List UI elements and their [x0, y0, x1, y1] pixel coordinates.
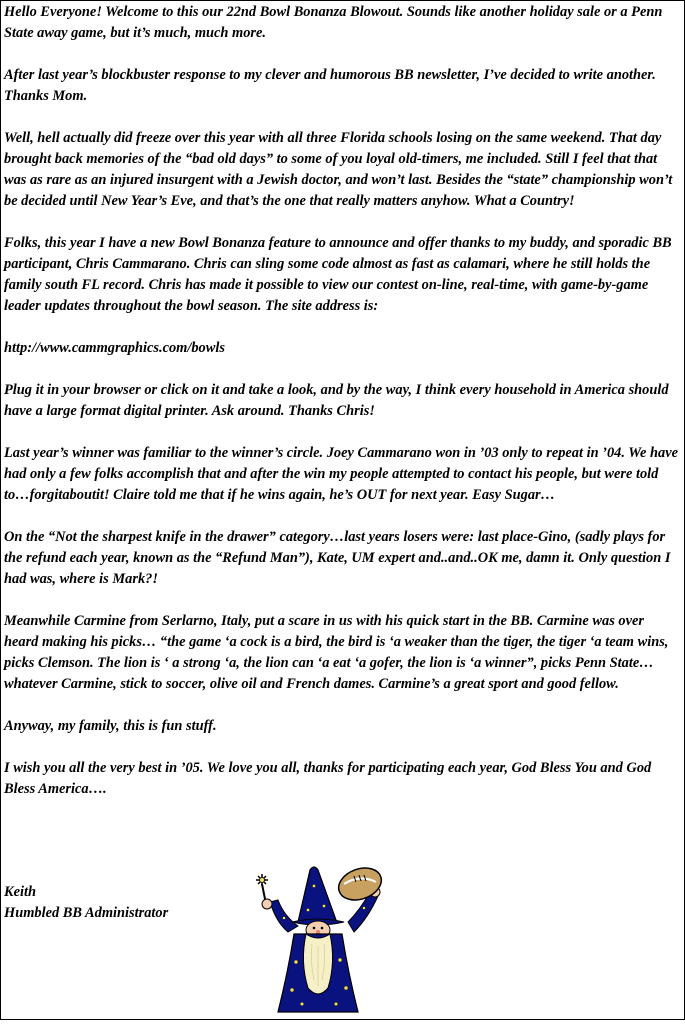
letter-body: [4, 2, 680, 821]
paragraph-florida-schools: Well, hell actually did freeze over this year with all three Florida schools losing on the same weekend. That day brought back memories of the “bad old days” to some of you loyal old-timers, me included. Still I feel that that was as rare as an injured insurgent with a Jewish doctor, and won’t last. Besides the “state” championship won’t be decided until New Year’s Eve, and that’s the one that really matters anyhow. What a Country!: [4, 130, 673, 209]
site-address-link[interactable]: http://www.cammgraphics.com/bowls: [4, 340, 225, 356]
paragraph-greeting: Hello Everyone! Welcome to this our 22nd Bowl Bonanza Blowout. Sounds like another holiday sale or a Penn State away game, but it’s much, much more.: [4, 4, 663, 41]
paragraph-thanks-chris: Plug it in your browser or click on it and take a look, and by the way, I think every household in America should have a large format digital printer. Ask around. Thanks Chris!: [4, 382, 669, 419]
paragraph-fun-stuff: Anyway, my family, this is fun stuff.: [4, 718, 217, 734]
paragraph-last-winner: Last year’s winner was familiar to the winner’s circle. Joey Cammarano won in ’03 only to repeat in ’04. We have had only a few folks accomplish that and after the win my people attempted to contact his people, but were told to…forgitaboutit! Claire told me that if he wins again, he’s OUT for next year. Easy Sugar…: [4, 445, 678, 503]
signature-block: [4, 882, 168, 924]
paragraph-new-feature: Folks, this year I have a new Bowl Bonanza feature to announce and offer thanks to my buddy, and sporadic BB participant, Chris Cammarano. Chris can sling some code almost as fast as calamari, where he still holds the family south FL record. Chris has made it possible to view our contest on-line, real-time, with game-by-game leader updates throughout the bowl season. The site address is:: [4, 235, 672, 314]
wizard-with-football-icon: [236, 862, 416, 1022]
paragraph-losers: On the “Not the sharpest knife in the drawer” category…last years losers were: last place-Gino, (sadly plays for the refund each year, known as the “Refund Man”), Kate, UM expert and..and..OK me, damn it. Only question I had was, where is Mark?!: [4, 529, 671, 587]
signature-name: Keith: [4, 884, 36, 900]
paragraph-carmine: Meanwhile Carmine from Serlarno, Italy, put a scare in us with his quick start in the BB. Carmine was over heard making his picks… “the game ‘a cock is a bird, the bird is ‘a weaker than the tiger, the tiger ‘a team wins, picks Clemson. The lion is ‘ a strong ‘a, the lion can ‘a eat ‘a gofer, the lion is ‘a winner”, picks Penn State…whatever Carmine, stick to soccer, olive oil and French dames. Carmine’s a great sport and good fellow.: [4, 613, 669, 692]
paragraph-newsletter: After last year’s blockbuster response to my clever and humorous BB newsletter, I’ve decided to write another. Thanks Mom.: [4, 67, 656, 104]
paragraph-closing: I wish you all the very best in ’05. We love you all, thanks for participating each year, God Bless You and God Bless America….: [4, 760, 652, 797]
signature-title: Humbled BB Administrator: [4, 905, 169, 921]
